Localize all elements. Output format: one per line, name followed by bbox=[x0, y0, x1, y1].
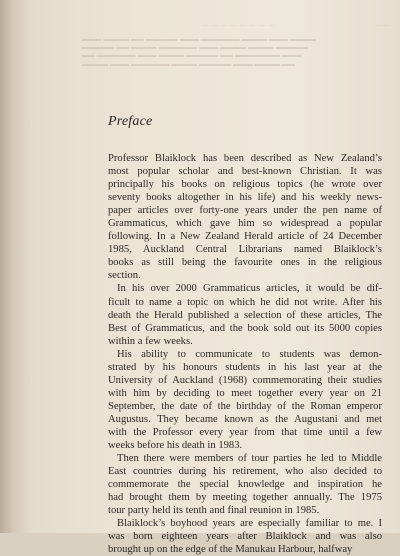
text-line: principally his books on religious topics (he wrote over bbox=[108, 179, 382, 191]
preface-body bbox=[108, 152, 382, 556]
text-line: Grammaticus, which gave him so widespread a popular bbox=[108, 218, 382, 230]
text-line: ficult to name a topic on which he did not write. After his bbox=[108, 296, 382, 308]
text-line: within a few weeks. bbox=[108, 335, 193, 347]
text-line: commemorate the special knowledge and inspiration he bbox=[108, 479, 382, 491]
text-line: strated by his honours students in his last year at the bbox=[108, 361, 382, 373]
paragraph bbox=[108, 152, 382, 282]
book-gutter-shadow bbox=[0, 0, 30, 533]
text-line: seventy books altogether in his life) and his weekly news- bbox=[108, 192, 382, 204]
text-line: with him by deciding to meet together every year on 21 bbox=[108, 387, 382, 399]
text-line: His ability to communicate to students was demon- bbox=[117, 348, 382, 360]
text-line: weeks before his death in 1983. bbox=[108, 440, 243, 452]
text-line: section. bbox=[108, 270, 141, 282]
paragraph bbox=[108, 348, 382, 452]
text-line: with the Professor every year from that time until a few bbox=[108, 426, 382, 438]
text-line: paper articles over forty-one years under the pen name of bbox=[108, 205, 382, 217]
text-line: University of Auckland (1968) commemorating their studies bbox=[108, 374, 382, 386]
text-line: Augustus. They became known as the Augustani and met bbox=[108, 413, 382, 425]
show-through-text: — — — — — — — — — — ▬▬▬ ▬▬▬▬ ▬▬ ▬▬▬▬▬ ▬▬▬ ▬▬▬▬▬▬ ▬▬▬▬ ▬▬▬ ▬▬▬▬ ▬▬▬▬▬ ▬▬ ▬▬▬▬ ▬▬▬▬▬▬ ▬▬▬ ▬▬▬▬ ▬▬▬▬ ▬▬▬▬▬ ▬▬ ▬▬▬▬▬▬ ▬▬▬ ▬▬▬▬ ▬▬▬▬▬ ▬▬ ▬▬▬▬▬▬▬ ▬▬▬ ▬▬▬▬ ▬▬▬ ▬▬▬▬▬▬ ▬▬▬▬ ▬▬▬▬▬ ▬▬▬ ▬▬▬▬ ▬▬ bbox=[82, 23, 390, 68]
chapter-title: Preface bbox=[108, 114, 153, 129]
text-line: Professor Blaiklock has been described as New Zealand’s bbox=[108, 153, 382, 164]
text-line: In his over 2000 Grammaticus articles, it would be dif- bbox=[117, 283, 382, 295]
book-page bbox=[30, 0, 400, 556]
text-line: Blaiklock’s boyhood years are especially familiar to me. I bbox=[117, 518, 382, 530]
text-line: 1985, Auckland Central Librarians named Blaiklock’s bbox=[108, 244, 382, 256]
paragraph bbox=[108, 282, 382, 347]
text-line: Then there were members of tour parties he led to Middle bbox=[117, 453, 382, 465]
text-line: was born eighteen years after Blaiklock and was also bbox=[108, 531, 382, 543]
text-line: tour party held its tenth and final reunion in 1985. bbox=[108, 505, 320, 517]
paragraph bbox=[108, 452, 382, 517]
text-line: had brought them by meeting together annually. The 1975 bbox=[108, 492, 382, 504]
text-line: September, the date of the birthday of the Roman emperor bbox=[108, 400, 382, 412]
text-line: books as still being the favourite ones in the religious bbox=[108, 257, 382, 269]
text-line: Best of Grammaticus, and the book sold out its 5000 copies bbox=[108, 322, 382, 334]
text-line: following. In a New Zealand Herald article of 24 December bbox=[108, 231, 382, 243]
text-line: brought up on the edge of the Manukau Harbour, halfway bbox=[108, 544, 353, 556]
paragraph bbox=[108, 517, 382, 556]
text-line: most popular scholar and best-known Christian. It was bbox=[108, 166, 382, 178]
text-line: death the Herald published a selection of these articles, The bbox=[108, 309, 382, 321]
text-line: East countries during his retirement, who also decided to bbox=[108, 466, 382, 478]
